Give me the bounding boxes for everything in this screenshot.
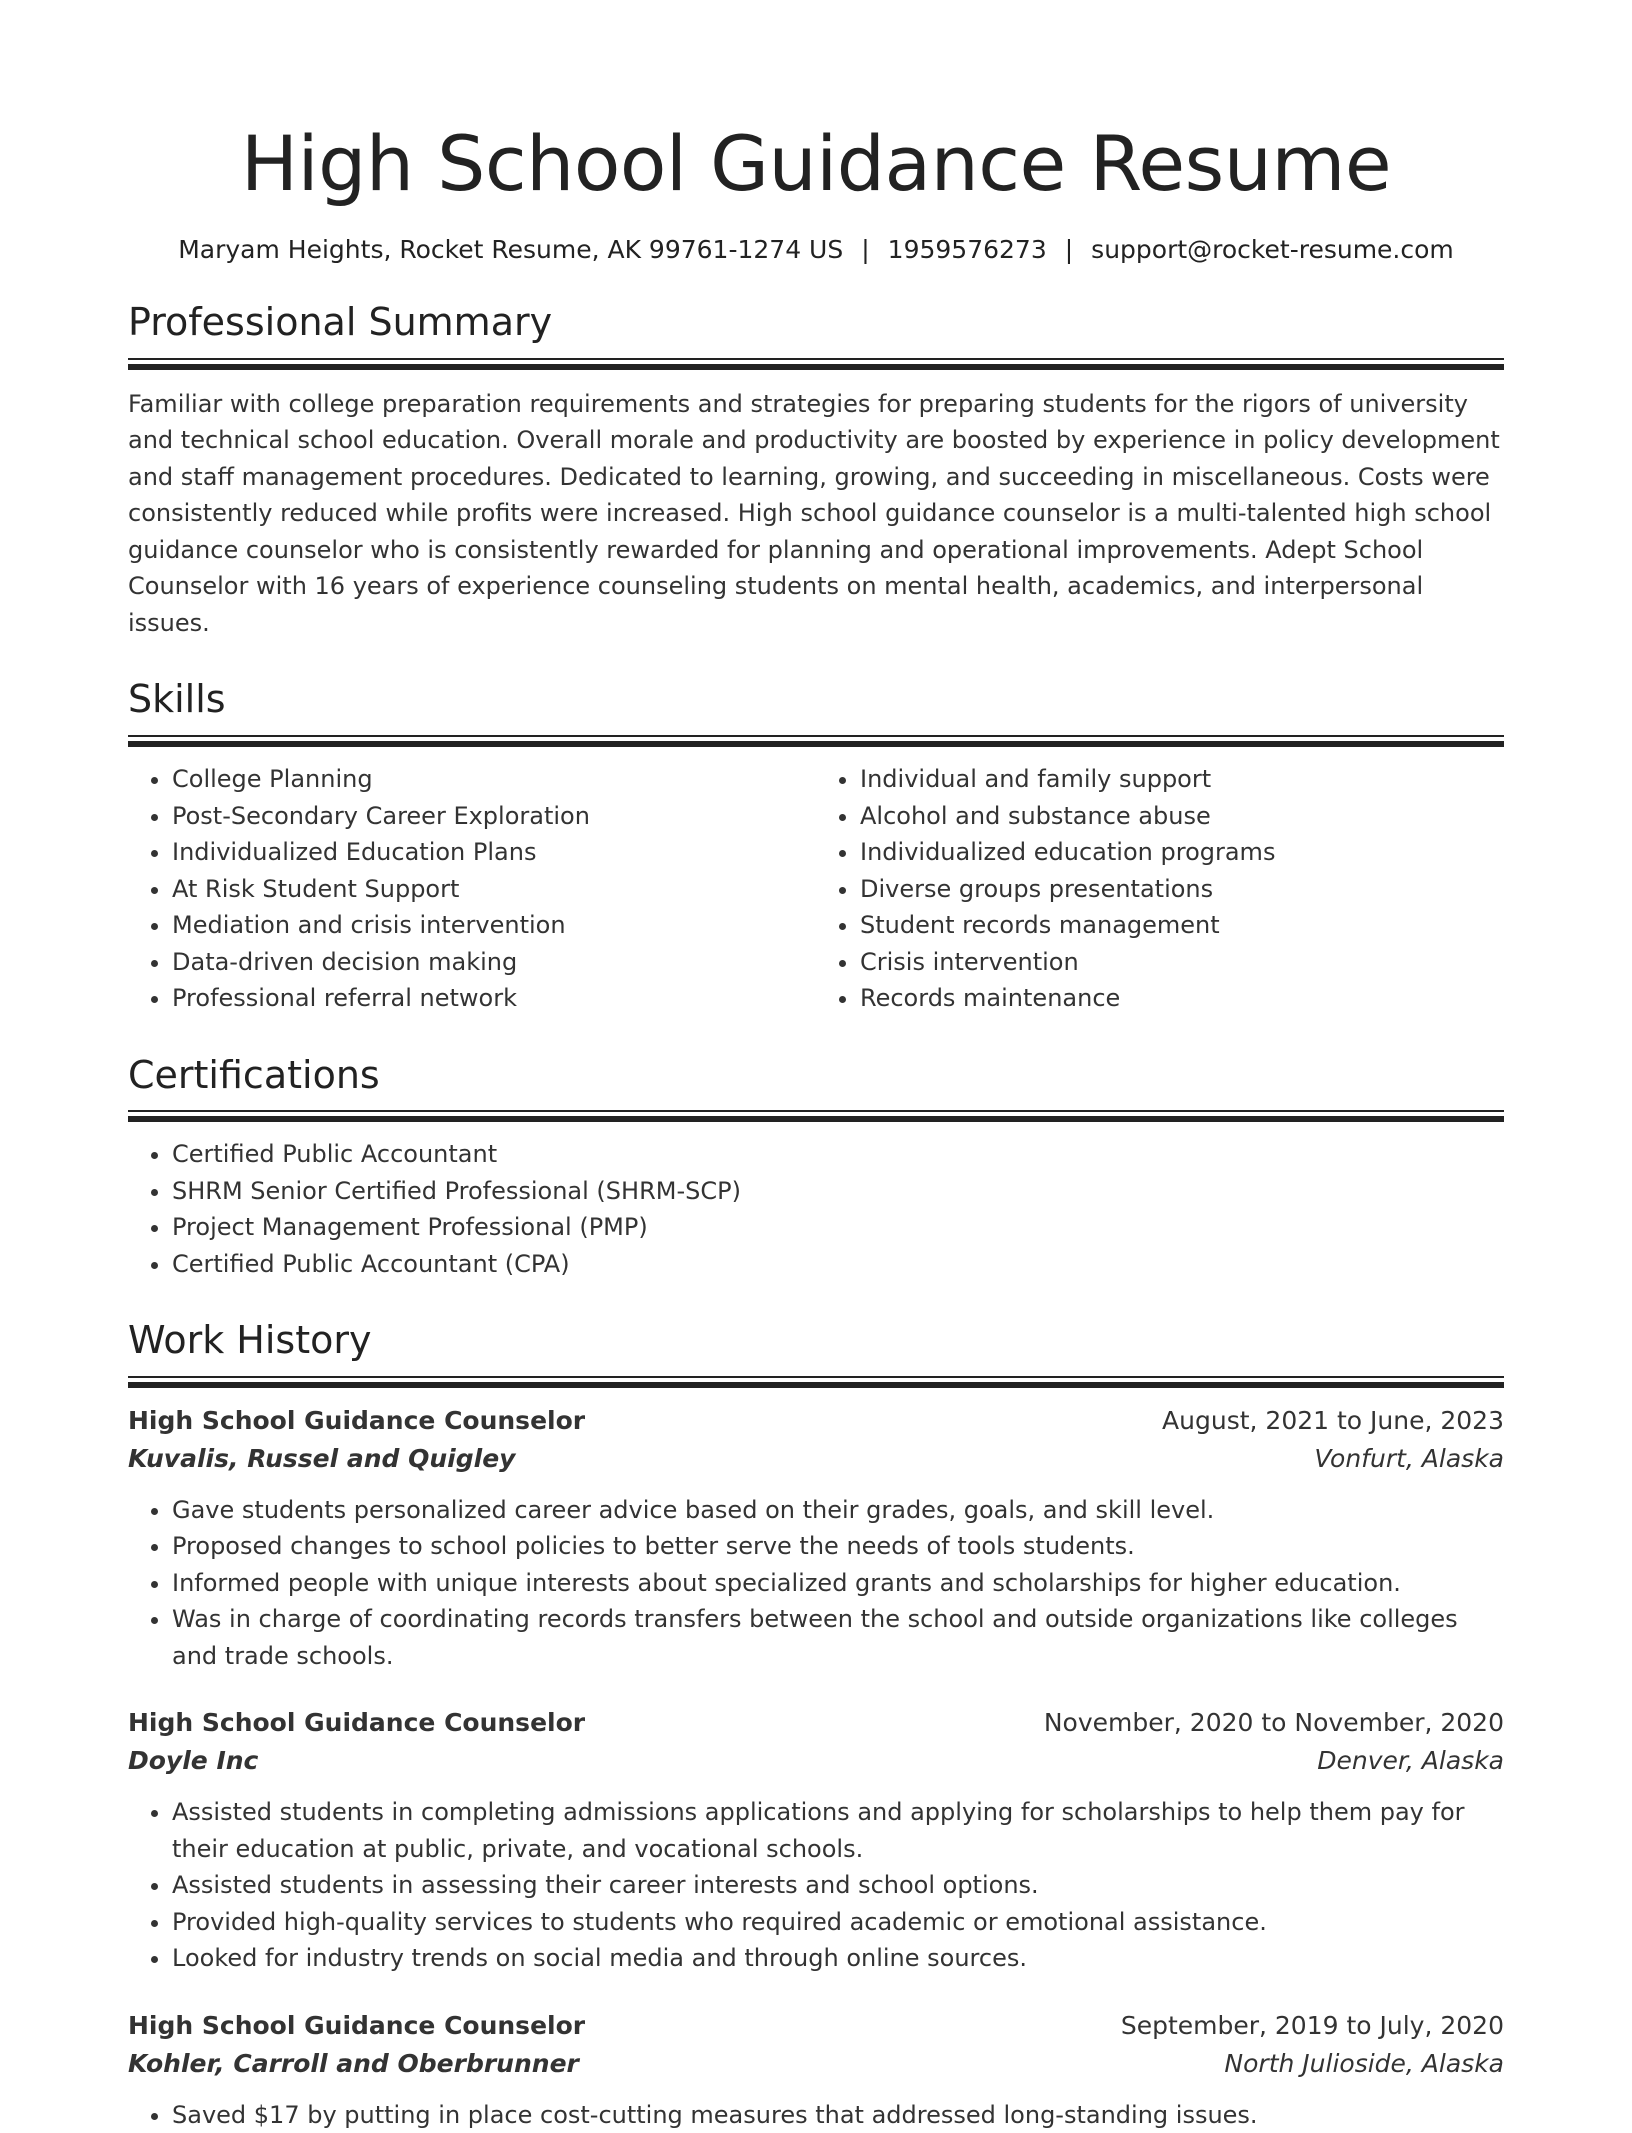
- section-divider: [128, 735, 1504, 747]
- job-duty-item: • Provided high-quality services to students who required academic or emotional assistance.: [172, 1904, 1504, 1941]
- skill-item: • Individualized education programs: [860, 834, 1504, 871]
- job-location: North Julioside, Alaska: [1224, 2048, 1504, 2078]
- job-dates: November, 2020 to November, 2020: [1043, 1708, 1504, 1738]
- job-duty-item: • Saved $17 by putting in place cost-cutting measures that addressed long-standing issues.: [172, 2097, 1504, 2133]
- skill-item: • Alcohol and substance abuse: [860, 798, 1504, 835]
- job-duty-item: • Gave students personalized career advice based on their grades, goals, and skill level.: [172, 1492, 1504, 1529]
- skill-item: • Diverse groups presentations: [860, 871, 1504, 908]
- job-duties-list: [128, 1492, 1504, 1675]
- skill-item: • At Risk Student Support: [172, 871, 816, 908]
- skills-list-right: [816, 761, 1504, 1017]
- certification-item: • SHRM Senior Certified Professional (SHRM-SCP): [172, 1173, 1504, 1210]
- skill-item: • Student records management: [860, 907, 1504, 944]
- job-duty-item: • Looked for industry trends on social media and through online sources.: [172, 1940, 1504, 1977]
- resume-title: High School Guidance Resume: [240, 119, 1392, 208]
- section-divider: [128, 1376, 1504, 1388]
- job-entry: [128, 2007, 1504, 2133]
- contact-phone: 1959576273: [887, 235, 1047, 265]
- skills-columns: [128, 747, 1504, 1017]
- job-dates: September, 2019 to July, 2020: [1120, 2010, 1504, 2040]
- skill-item: • Individual and family support: [860, 761, 1504, 798]
- certifications-section: [128, 1053, 1504, 1283]
- job-company: Kuvalis, Russel and Quigley: [128, 1443, 516, 1473]
- skill-item: • Professional referral network: [172, 980, 816, 1017]
- skill-item: • Post-Secondary Career Exploration: [172, 798, 816, 835]
- section-heading-work-history: Work History: [128, 1318, 372, 1363]
- skills-section: [128, 677, 1504, 1016]
- skill-item: • Records maintenance: [860, 980, 1504, 1017]
- section-heading-certifications: Certifications: [128, 1052, 380, 1097]
- job-entry: [128, 1402, 1504, 1675]
- job-duty-item: • Was in charge of coordinating records transfers between the school and outside organizations like colleges and trade schools.: [172, 1601, 1504, 1674]
- skills-list-left: [128, 761, 816, 1017]
- contact-email: support@rocket-resume.com: [1091, 235, 1454, 265]
- contact-line: [128, 235, 1504, 264]
- contact-address: Maryam Heights, Rocket Resume, AK 99761-1274 US: [178, 235, 844, 265]
- job-duty-item: • Assisted students in completing admissions applications and applying for scholarships to help them pay for their education at public, private, and vocational schools.: [172, 1794, 1504, 1867]
- skill-item: • Individualized Education Plans: [172, 834, 816, 871]
- summary-section: [128, 300, 1504, 641]
- job-duties-list: [128, 2097, 1504, 2133]
- job-company: Kohler, Carroll and Oberbrunner: [128, 2048, 579, 2078]
- job-location: Denver, Alaska: [1317, 1746, 1504, 1776]
- job-dates: August, 2021 to June, 2023: [1162, 1405, 1504, 1435]
- job-header-row: [128, 1704, 1504, 1742]
- contact-separator: |: [1064, 235, 1074, 265]
- job-company: Doyle Inc: [128, 1746, 259, 1776]
- certification-item: • Certified Public Accountant (CPA): [172, 1246, 1504, 1283]
- certifications-list: [128, 1136, 1504, 1282]
- skill-item: • Crisis intervention: [860, 944, 1504, 981]
- job-title: High School Guidance Counselor: [128, 2010, 586, 2040]
- job-title: High School Guidance Counselor: [128, 1708, 586, 1738]
- job-title: High School Guidance Counselor: [128, 1405, 586, 1435]
- job-duty-item: • Informed people with unique interests about specialized grants and scholarships for higher education.: [172, 1565, 1504, 1602]
- contact-separator: |: [861, 235, 870, 265]
- certification-item: • Certified Public Accountant: [172, 1136, 1504, 1173]
- job-duties-list: [128, 1794, 1504, 1977]
- job-entry: [128, 1704, 1504, 1977]
- certification-item: • Project Management Professional (PMP): [172, 1209, 1504, 1246]
- job-company-row: [128, 2045, 1504, 2083]
- section-heading-summary: Professional Summary: [128, 300, 553, 345]
- job-header-row: [128, 1402, 1504, 1440]
- summary-text: Familiar with college preparation requirements and strategies for preparing students for the rigors of university and technical school education. Overall morale and productivity are boosted by experience in policy development and staff management procedures. Dedicated to learning, growing, and succeeding in miscellaneous. Costs were consistently reduced while profits were increased. High school guidance counselor is a multi-talented high school guidance counselor who is consistently rewarded for planning and operational improvements. Adept School Counselor with 16 years of experience counseling students on mental health, academics, and interpersonal issues.: [128, 389, 1500, 637]
- section-heading-skills: Skills: [128, 677, 226, 722]
- job-duty-item: • Proposed changes to school policies to better serve the needs of tools students.: [172, 1528, 1504, 1565]
- skill-item: • Data-driven decision making: [172, 944, 816, 981]
- job-location: Vonfurt, Alaska: [1314, 1443, 1504, 1473]
- job-duty-item: • Assisted students in assessing their career interests and school options.: [172, 1867, 1504, 1904]
- section-divider: [128, 358, 1504, 370]
- job-company-row: [128, 1742, 1504, 1780]
- work-history-section: [128, 1318, 1504, 2133]
- job-company-row: [128, 1440, 1504, 1478]
- skill-item: • Mediation and crisis intervention: [172, 907, 816, 944]
- skill-item: • College Planning: [172, 761, 816, 798]
- job-header-row: [128, 2007, 1504, 2045]
- section-divider: [128, 1110, 1504, 1122]
